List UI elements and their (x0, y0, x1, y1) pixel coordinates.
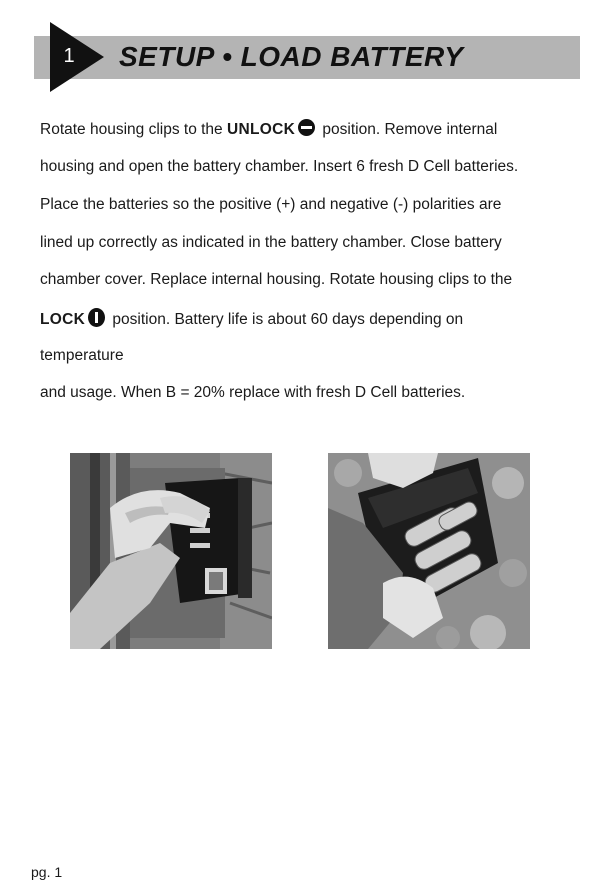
instruction-line: Place the batteries so the positive (+) and negative (-) polarities are (40, 196, 502, 213)
instruction-line: housing and open the battery chamber. Insert 6 fresh D Cell batteries. (40, 158, 519, 175)
instruction-line: and usage. When B = 20% replace with fresh D Cell batteries. (40, 384, 466, 401)
unlock-icon (298, 119, 315, 136)
instruction-line (40, 119, 497, 140)
instruction-text: Rotate housing clips to the (40, 121, 227, 138)
instruction-line: chamber cover. Replace internal housing. Rotate housing clips to the (40, 271, 513, 288)
instruction-text: position. Remove internal (318, 121, 498, 138)
camera-housing-photo (70, 453, 272, 649)
page-number: pg. 1 (31, 864, 63, 880)
battery-chamber-photo (328, 453, 530, 649)
unlock-keyword: UNLOCK (226, 121, 296, 138)
page-title: SETUP • LOAD BATTERY (119, 41, 464, 72)
lock-keyword: LOCK (40, 311, 86, 328)
lock-icon (88, 308, 105, 327)
instruction-line: temperature (40, 347, 124, 364)
step-number: 1 (63, 45, 75, 67)
instruction-line: lined up correctly as indicated in the battery chamber. Close battery (40, 234, 502, 251)
instruction-line (40, 308, 463, 330)
instruction-text: position. Battery life is about 60 days depending on (108, 311, 464, 328)
